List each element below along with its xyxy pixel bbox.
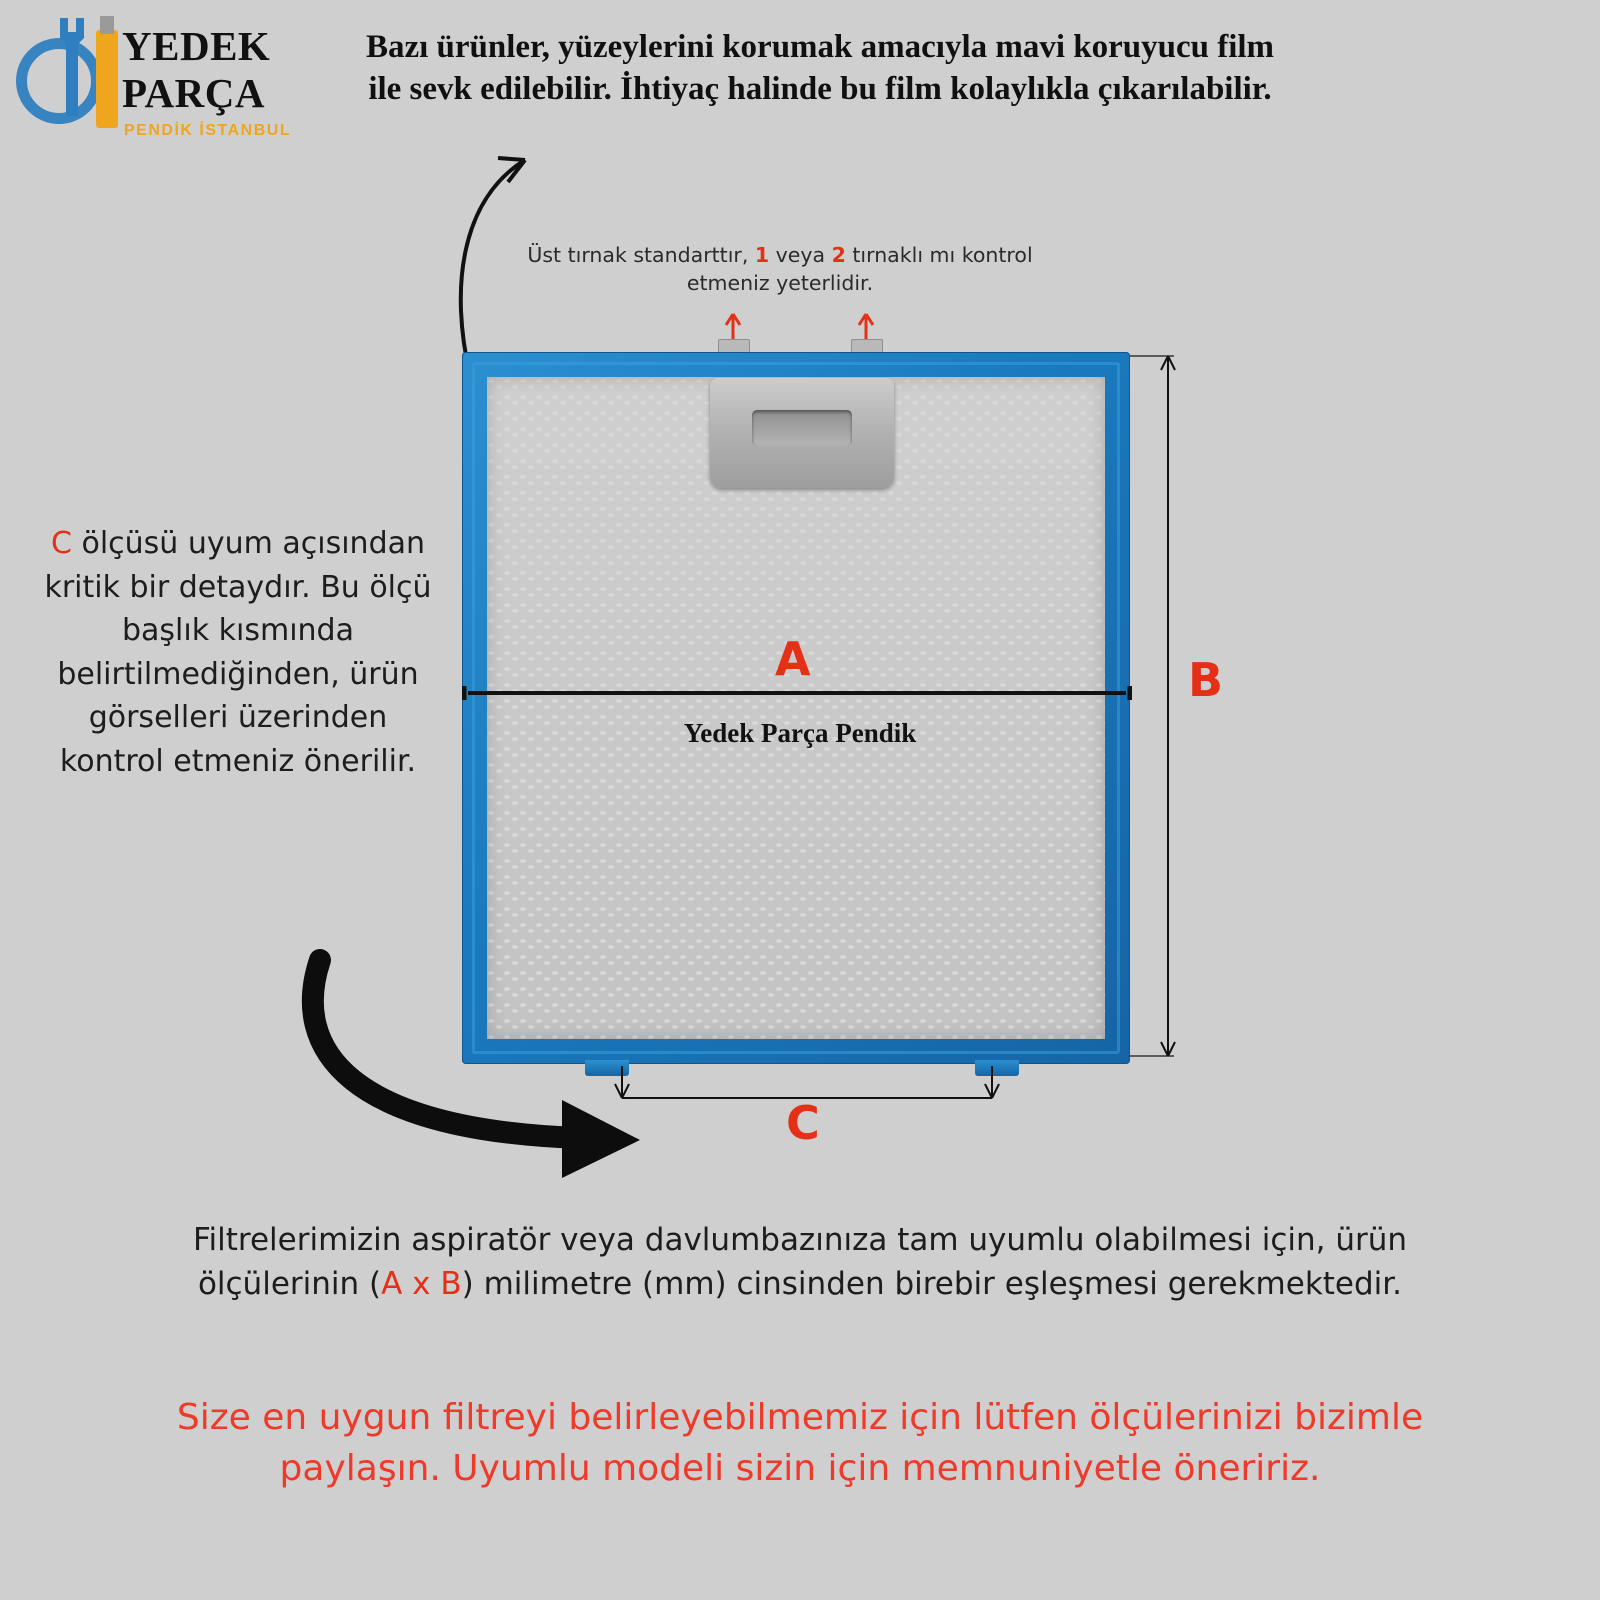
logo-line-1: YEDEK: [122, 23, 271, 69]
c-measure-letter: C: [50, 526, 72, 561]
size-match-part2: ) milimetre (mm) cinsinden birebir eşleşmesi gerekmektedir.: [461, 1266, 1403, 1303]
tab-note-part2: veya: [769, 243, 832, 267]
tab-note-num2: 2: [831, 243, 846, 267]
dimension-label-b: B: [1188, 653, 1224, 707]
filter-handle-slot: [752, 410, 852, 446]
big-curved-arrow: [280, 940, 700, 1190]
tab-note-part3: tırnaklı mı kontrol etmeniz yeterlidir.: [686, 243, 1033, 295]
logo-line-2: PARÇA: [122, 70, 265, 116]
dimension-line-a: [462, 686, 1132, 700]
size-match-note: [120, 1218, 1480, 1306]
wrench-icon: [52, 16, 92, 120]
dimension-line-b: [1130, 344, 1190, 1070]
tab-note-num1: 1: [754, 243, 770, 267]
filter-top-tab-1: [718, 339, 750, 353]
filter-watermark: Yedek Parça Pendik: [683, 718, 917, 748]
brand-logo: [14, 10, 314, 150]
filter-top-tab-2: [851, 339, 883, 353]
headline-text: Bazı ürünler, yüzeylerini korumak amacıyla mavi koruyucu film ile sevk edilebilir. İhtiyaç halinde bu film kolaylıkla çıkarılabilir.: [365, 29, 1275, 108]
size-match-part1: Filtrelerimizin aspiratör veya davlumbazınıza tam uyumlu olabilmesi için, ürün ölçülerinin (: [192, 1222, 1408, 1303]
top-tab-note: [520, 242, 1040, 297]
size-match-highlight: A x B: [381, 1266, 462, 1303]
logo-line-3: PENDİK İSTANBUL: [124, 122, 292, 139]
dimension-label-c: C: [786, 1096, 820, 1150]
dimension-label-a: A: [775, 632, 811, 686]
filter-handle: [710, 378, 894, 488]
c-measure-text: ölçüsü uyum açısından kritik bir detaydır. Bu ölçü başlık kısmında belirtilmediğinden, ürün görselleri üzerinden kontrol etmeniz önerilir.: [44, 526, 432, 779]
screwdriver-icon: [96, 30, 118, 128]
tab-note-part1: Üst tırnak standarttır,: [527, 243, 755, 267]
call-to-action-text: Size en uygun filtreyi belirleyebilmemiz için lütfen ölçülerinizi bizimle paylaşın. Uyumlu modeli sizin için memnuniyetle öneririz.: [176, 1397, 1424, 1490]
c-measure-note: [38, 522, 438, 783]
